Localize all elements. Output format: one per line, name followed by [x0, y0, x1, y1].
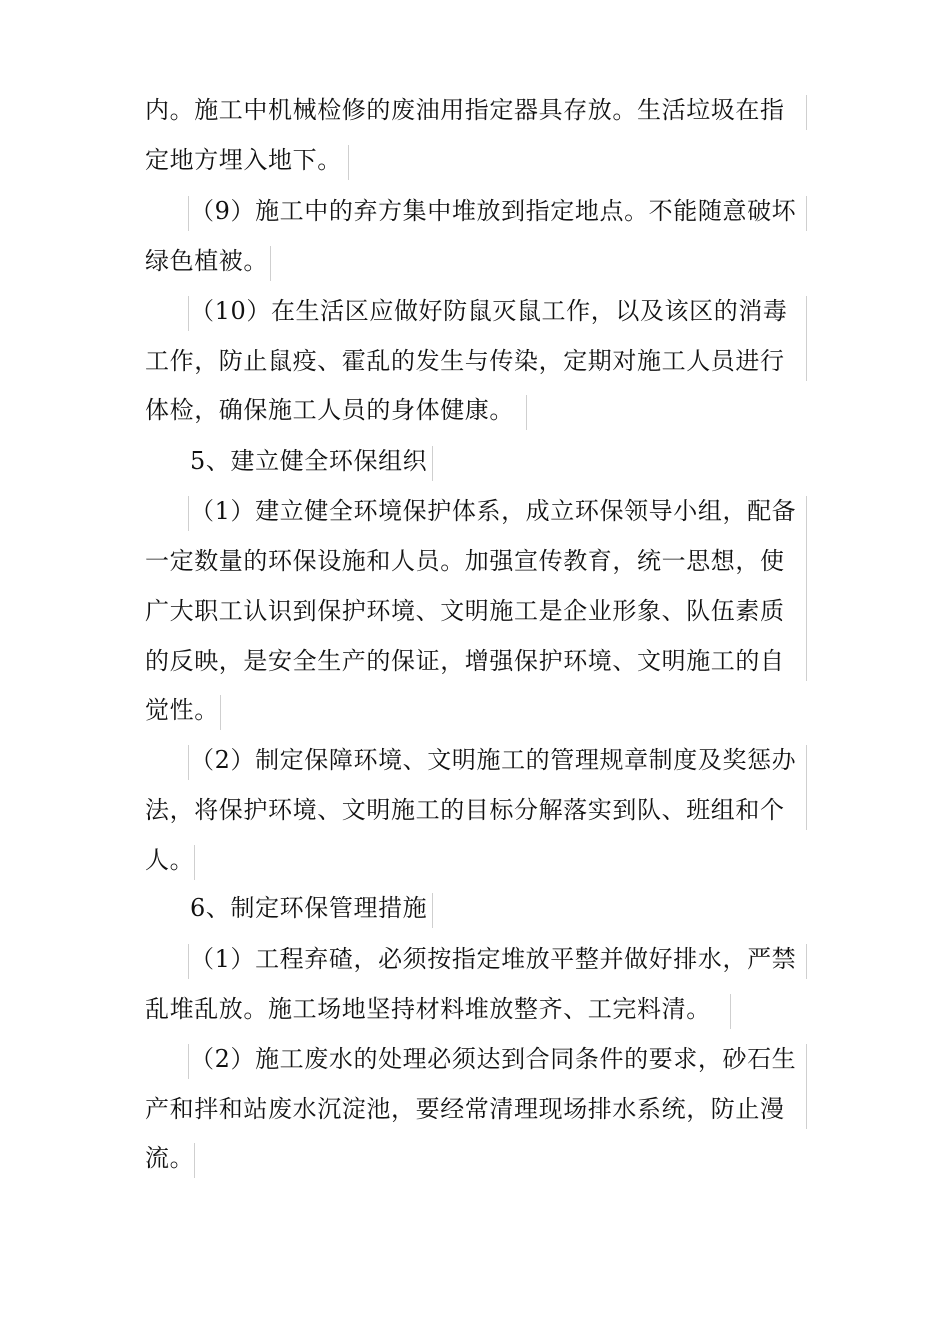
- frame-border: [194, 1143, 195, 1178]
- frame-border: [806, 1044, 807, 1129]
- text-line: （1）工程弃碴，必须按指定堆放平整并做好排水，严禁: [190, 945, 797, 973]
- frame-border: [432, 446, 433, 481]
- text-line: 定地方埋入地下。: [145, 146, 342, 174]
- text-line: 的反映，是安全生产的保证，增强保护环境、文明施工的自: [145, 647, 785, 675]
- frame-border: [730, 994, 731, 1029]
- text-line: 体检，确保施工人员的身体健康。: [145, 396, 514, 424]
- frame-border: [270, 246, 271, 281]
- text-line: 觉性。: [145, 696, 219, 724]
- frame-border: [806, 95, 807, 130]
- text-line: 人。: [145, 846, 195, 874]
- text-line: （9）施工中的弃方集中堆放到指定地点。不能随意破坏: [190, 197, 797, 225]
- frame-border: [188, 496, 189, 531]
- text-line: （2）施工废水的处理必须达到合同条件的要求，砂石生: [190, 1045, 797, 1073]
- frame-border: [806, 196, 807, 231]
- text-line: 流。: [145, 1144, 195, 1172]
- text-line: 广大职工认识到保护环境、文明施工是企业形象、队伍素质: [145, 597, 785, 625]
- section-heading: 5、建立健全环保组织: [190, 447, 428, 475]
- text-line: 工作，防止鼠疫、霍乱的发生与传染，定期对施工人员进行: [145, 347, 785, 375]
- frame-border: [432, 893, 433, 928]
- frame-border: [188, 1044, 189, 1079]
- frame-border: [806, 944, 807, 979]
- frame-border: [806, 745, 807, 830]
- text-line: （2）制定保障环境、文明施工的管理规章制度及奖惩办: [190, 746, 797, 774]
- frame-border: [188, 745, 189, 780]
- text-line: 一定数量的环保设施和人员。加强宣传教育，统一思想，使: [145, 547, 785, 575]
- frame-border: [188, 944, 189, 979]
- frame-border: [806, 296, 807, 381]
- text-line: 内。施工中机械检修的废油用指定器具存放。生活垃圾在指: [145, 96, 785, 124]
- text-line: 绿色植被。: [145, 247, 268, 275]
- text-line: 产和拌和站废水沉淀池，要经常清理现场排水系统，防止漫: [145, 1095, 785, 1123]
- text-line: 法，将保护环境、文明施工的目标分解落实到队、班组和个: [145, 796, 785, 824]
- text-line: 乱堆乱放。施工场地坚持材料堆放整齐、工完料清。: [145, 995, 711, 1023]
- section-heading: 6、制定环保管理措施: [190, 894, 428, 922]
- frame-border: [220, 695, 221, 730]
- frame-border: [188, 296, 189, 331]
- text-line: （10）在生活区应做好防鼠灭鼠工作，以及该区的消毒: [190, 297, 788, 325]
- text-line: （1）建立健全环境保护体系，成立环保领导小组，配备: [190, 497, 797, 525]
- frame-border: [188, 196, 189, 231]
- frame-border: [526, 395, 527, 430]
- frame-border: [806, 496, 807, 681]
- frame-border: [348, 145, 349, 180]
- frame-border: [194, 845, 195, 880]
